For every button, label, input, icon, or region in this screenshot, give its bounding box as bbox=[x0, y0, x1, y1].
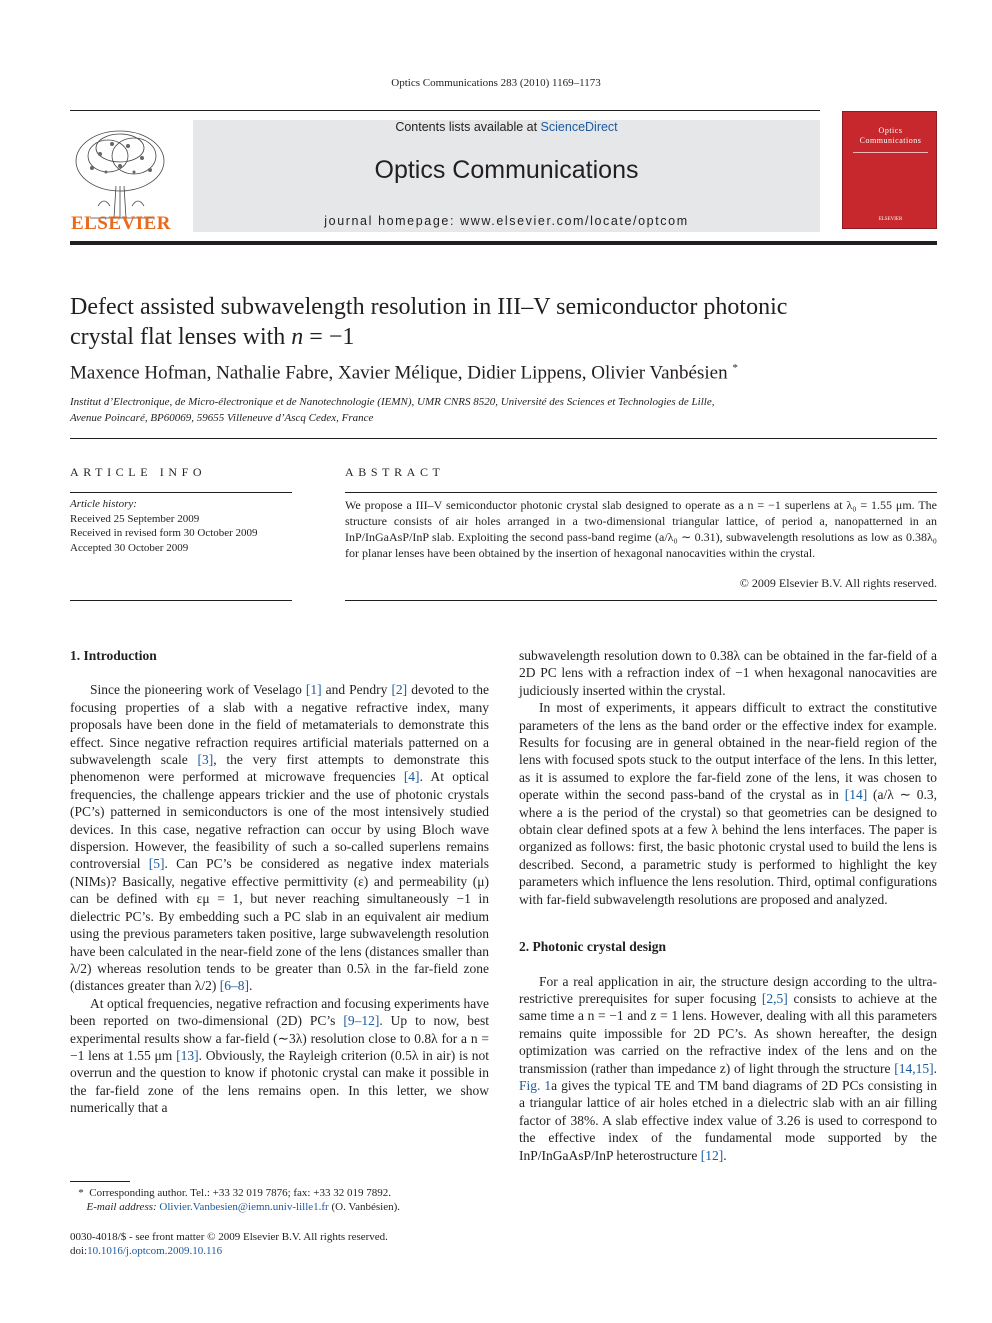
section-heading-introduction: 1. Introduction bbox=[70, 648, 157, 663]
sciencedirect-link[interactable]: ScienceDirect bbox=[540, 120, 618, 134]
ref-link[interactable]: [6–8] bbox=[219, 978, 249, 994]
article-info-heading: ARTICLE INFO bbox=[70, 465, 207, 479]
accepted-date: Accepted 30 October 2009 bbox=[70, 541, 189, 554]
ref-link[interactable]: [4] bbox=[403, 769, 420, 785]
issn-line: 0030-4018/$ - see front matter © 2009 Elsevier B.V. All rights reserved. bbox=[70, 1231, 388, 1243]
email-label: E-mail address: bbox=[86, 1201, 160, 1213]
revised-date: Received in revised form 30 October 2009 bbox=[70, 527, 258, 539]
article-history bbox=[70, 497, 258, 555]
paragraph: In most of experiments, it appears difficult to extract the constitutive parameters of the lens as the band order or the effective index for example. Results for focusing are in general obtained in the near-field region of the lens with focused spots stuck to the output interface of the lens. In this letter, as it is assumed to explore the far-field zone of the lens, it was chosen to operate within the second pass-band of the crystal as in [14] (a/λ ∼ 0.3, where a is the period of the crystal) so that geometries can be designed to obtain clear defined spots at a few λ behind the lens interfaces. The paper is organized as follows: first, the basic photonic crystal used to build the lens is described. Second, a parametric study is performed to highlight the key parameters which influence the lens resolution. Third, optimal configurations with far-field subwavelength resolutions are proposed and analyzed. bbox=[519, 700, 937, 907]
figure-link[interactable]: Fig. 1 bbox=[519, 1077, 552, 1093]
author-list: Maxence Hofman, Nathalie Fabre, Xavier Mélique, Didier Lippens, Olivier Vanbésien * bbox=[70, 362, 738, 384]
journal-banner bbox=[193, 120, 820, 232]
ref-link[interactable]: [2] bbox=[391, 682, 408, 698]
paragraph: For a real application in air, the structure design according to the ultra-restrictive prerequisites for super focusing [2,5] consists to achieve at the same time a n = −1 and z = 1 lens. However, dealing with all this parameters remains quite impossible for 2D PC’s. As shown hereafter, the design optimization was carried on the refractive index of the lens and on the transmission (rather than impedance z) of light through the structure [14,15]. Fig. 1a gives the typical TE and TM band diagrams of 2D PCs consisting in a triangular lattice of air holes etched in a dielectric slab with an air filling factor of 38%. A slab effective index value of 3.26 is used to correspond to the effective index of the fundamental mode supported by the InP/InGaAsP/InP heterostructure [12]. bbox=[519, 973, 937, 1163]
footnote: * Corresponding author. Tel.: +33 32 019 7876; fax: +33 32 019 7892. E-mail address: Olivier.Vanbesien@iemn.univ-lille1.fr (O. Vanbésien). bbox=[78, 1187, 400, 1213]
affiliation: Institut d’Electronique, de Micro-électronique et de Nanotechnologie (IEMN), UMR CNRS 8520, Université des Sciences et Technologies de Lille, Avenue Poincaré, BP60069, 59655 Villeneuve d’Ascq Cedex, France bbox=[70, 396, 715, 424]
right-column bbox=[519, 647, 937, 1164]
journal-name: Optics Communications bbox=[374, 156, 639, 184]
paragraph: Since the pioneering work of Veselago [1] and Pendry [2] devoted to the focusing properties of a slab with a negative refractive index, many proposals have been done in the field of metamaterials to demonstrate this effect. Since negative refraction requires artificial materials patterned on a subwavelength scale [3], the very first attempts to demonstrate this phenomenon were performed at microwave frequencies [4]. At optical frequencies, the challenge appears trickier and the use of photonic crystals (PC’s) patterned in semiconductors is one of the most intensively studied devices. In this case, negative refraction can occur by using Bloch wave dispersion. However, the feasibility of such a so-called superlens remains controversial [5]. Can PC’s be considered as negative index materials (NIMs)? Basically, negative effective permittivity (ε) and permeability (μ) can be defined with εμ = 1, but never reaching simultaneously −1 in dielectric PC’s. By embedding such a PC slab in an equivalent air medium using the previous parameters taken positive, large subwavelength resolution have been calculated in the near-field zone of the lens (distances smaller than λ/2) whereas resolution tends to be greater than 0.5λ in the far-field zone (distances greater than λ/2) [6–8]. bbox=[70, 682, 489, 994]
ref-link[interactable]: [14,15] bbox=[894, 1060, 934, 1076]
abstract-rule-top bbox=[345, 492, 937, 493]
elsevier-wordmark: ELSEVIER bbox=[70, 213, 172, 234]
ref-link[interactable]: [14] bbox=[844, 787, 868, 803]
abstract-text: We propose a III–V semiconductor photonic crystal slab designed to operate as a n = −1 superlens at λ₀ = 1.55 μm. The structure consists of air holes arranged in a two-dimensional triangular lattice, of period a, nanopatterned in an InP/InGaAsP/InP slab. Exploiting the second pass-band regime (a/λ₀ ∼ 0.31), subwavelength resolutions as low as 0.38λ₀ for planar lenses have been obtained by the insertion of hexagonal nanocavities within the crystal. bbox=[345, 498, 937, 560]
ref-link[interactable]: [13] bbox=[176, 1047, 199, 1063]
paragraph: At optical frequencies, negative refraction and focusing experiments have been reported on two-dimensional (2D) PC’s [9–12]. Up to now, best experimental results show a far-field (∼3λ) resolution close to 0.8λ for a n = −1 lens at 1.55 μm [13]. Obviously, the Rayleigh criterion (0.5λ in air) is not overrun and the question to know if photonic crystal can make it possible in the far-field zone of the lens remains open. In this letter, we show numerically that a bbox=[70, 995, 490, 1116]
abstract-copyright: © 2009 Elsevier B.V. All rights reserved. bbox=[739, 576, 937, 590]
abstract-heading: ABSTRACT bbox=[345, 465, 445, 479]
journal-cover-thumbnail bbox=[842, 111, 937, 229]
header-rule bbox=[70, 110, 820, 111]
ref-link[interactable]: [3] bbox=[197, 752, 214, 768]
article-info-rule-bottom bbox=[70, 600, 292, 601]
cover-publisher: ELSEVIER bbox=[878, 217, 903, 222]
journal-homepage-link[interactable]: journal homepage: www.elsevier.com/locate/optcom bbox=[324, 214, 689, 228]
ref-link[interactable]: [9–12] bbox=[343, 1013, 380, 1029]
ref-link[interactable]: [1] bbox=[305, 682, 322, 698]
masthead-rule bbox=[70, 241, 937, 245]
ref-link[interactable]: [5] bbox=[148, 856, 165, 872]
article-title: Defect assisted subwavelength resolution in III–V semiconductor photonic crystal flat lenses with n = −1 bbox=[70, 294, 788, 350]
corresponding-author-mark[interactable]: * bbox=[732, 362, 738, 374]
section-rule bbox=[70, 438, 937, 439]
history-label: Article history: bbox=[70, 498, 137, 510]
article-info-rule-top bbox=[70, 492, 292, 493]
footnote-mark: * bbox=[78, 1187, 84, 1199]
received-date: Received 25 September 2009 bbox=[70, 512, 200, 525]
section-heading-photonic-crystal-design: 2. Photonic crystal design bbox=[519, 939, 666, 955]
ref-link[interactable]: [12] bbox=[700, 1147, 724, 1163]
left-column bbox=[70, 647, 489, 1117]
cover-divider bbox=[853, 152, 928, 153]
doi-link[interactable]: 10.1016/j.optcom.2009.10.116 bbox=[87, 1245, 223, 1257]
abstract-rule-bottom bbox=[345, 600, 937, 601]
ref-link[interactable]: [2,5] bbox=[761, 990, 788, 1006]
publication-info: 0030-4018/$ - see front matter © 2009 Elsevier B.V. All rights reserved. doi:10.1016/j.optcom.2009.10.116 bbox=[70, 1230, 489, 1258]
contents-prefix: Contents lists available at bbox=[395, 120, 541, 134]
journal-citation: Optics Communications 283 (2010) 1169–1173 bbox=[391, 77, 601, 89]
cover-title: Optics Communications bbox=[859, 126, 922, 145]
email-link[interactable]: Olivier.Vanbesien@iemn.univ-lille1.fr bbox=[159, 1201, 329, 1213]
corresponding-author-info: Corresponding author. Tel.: +33 32 019 7876; fax: +33 32 019 7892. bbox=[89, 1187, 391, 1199]
footnote-rule bbox=[70, 1181, 130, 1182]
paragraph: subwavelength resolution down to 0.38λ can be obtained in the far-field of a 2D PC lens with a refraction index of −1 when hexagonal nanocavities are judiciously inserted within the crystal. bbox=[519, 648, 937, 698]
contents-line bbox=[193, 120, 820, 134]
